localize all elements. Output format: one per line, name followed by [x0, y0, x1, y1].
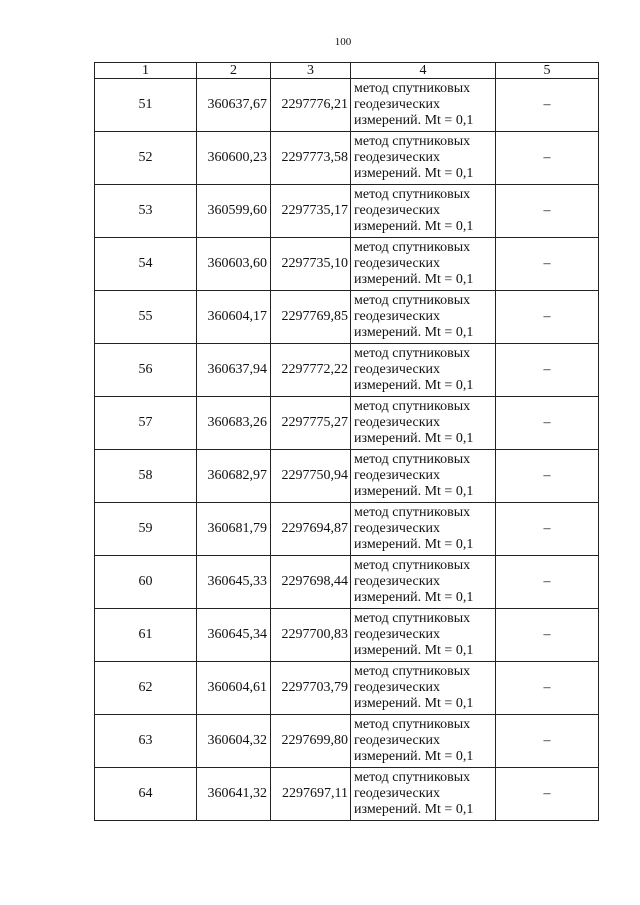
table-row: [95, 79, 599, 132]
point-number-cell: 56: [95, 344, 197, 397]
method-text-line: геодезических: [354, 97, 441, 112]
x-coordinate-cell: 360682,97: [197, 450, 271, 503]
y-coordinate-cell: 2297750,94: [271, 450, 351, 503]
method-text-line: геодезических: [354, 786, 441, 801]
method-text-line: измерений. Mt = 0,1: [354, 325, 474, 340]
note-cell: –: [496, 450, 599, 503]
point-number-cell: 51: [95, 79, 197, 132]
table-row: [95, 291, 599, 344]
method-text-line: геодезических: [354, 256, 441, 271]
method-text-line: геодезических: [354, 150, 441, 165]
y-coordinate-cell: 2297697,11: [271, 768, 351, 821]
x-coordinate-cell: 360641,32: [197, 768, 271, 821]
point-number-cell: 58: [95, 450, 197, 503]
column-header: 4: [351, 63, 496, 79]
table-row: [95, 344, 599, 397]
x-coordinate-cell: 360604,17: [197, 291, 271, 344]
method-text-line: метод спутниковых: [354, 717, 471, 732]
method-cell: [351, 609, 496, 662]
method-text-line: метод спутниковых: [354, 346, 471, 361]
table-row: [95, 185, 599, 238]
method-text-line: геодезических: [354, 733, 441, 748]
method-text-line: геодезических: [354, 415, 441, 430]
y-coordinate-cell: 2297699,80: [271, 715, 351, 768]
table-row: [95, 662, 599, 715]
y-coordinate-cell: 2297735,17: [271, 185, 351, 238]
method-text-line: измерений. Mt = 0,1: [354, 166, 474, 181]
method-text-line: измерений. Mt = 0,1: [354, 749, 474, 764]
point-number-cell: 62: [95, 662, 197, 715]
x-coordinate-cell: 360645,33: [197, 556, 271, 609]
method-cell: [351, 450, 496, 503]
method-text-line: измерений. Mt = 0,1: [354, 802, 474, 817]
method-cell: [351, 715, 496, 768]
table-row: [95, 609, 599, 662]
method-text-line: метод спутниковых: [354, 770, 471, 785]
note-cell: –: [496, 397, 599, 450]
note-cell: –: [496, 609, 599, 662]
x-coordinate-cell: 360637,67: [197, 79, 271, 132]
method-text-line: измерений. Mt = 0,1: [354, 378, 474, 393]
note-cell: –: [496, 132, 599, 185]
point-number-cell: 59: [95, 503, 197, 556]
point-number-cell: 53: [95, 185, 197, 238]
note-cell: –: [496, 344, 599, 397]
method-cell: [351, 185, 496, 238]
table-row: [95, 397, 599, 450]
method-text-line: геодезических: [354, 362, 441, 377]
y-coordinate-cell: 2297776,21: [271, 79, 351, 132]
coordinates-table: [94, 62, 599, 821]
table-row: [95, 768, 599, 821]
method-text-line: геодезических: [354, 574, 441, 589]
method-text-line: геодезических: [354, 680, 441, 695]
point-number-cell: 64: [95, 768, 197, 821]
point-number-cell: 57: [95, 397, 197, 450]
note-cell: –: [496, 662, 599, 715]
column-header: 5: [496, 63, 599, 79]
method-text-line: измерений. Mt = 0,1: [354, 696, 474, 711]
method-text-line: метод спутниковых: [354, 134, 471, 149]
point-number-cell: 63: [95, 715, 197, 768]
note-cell: –: [496, 238, 599, 291]
note-cell: –: [496, 768, 599, 821]
x-coordinate-cell: 360603,60: [197, 238, 271, 291]
method-cell: [351, 291, 496, 344]
method-text-line: геодезических: [354, 309, 441, 324]
table-header-row: [95, 63, 599, 79]
x-coordinate-cell: 360604,32: [197, 715, 271, 768]
method-cell: [351, 397, 496, 450]
table-row: [95, 503, 599, 556]
y-coordinate-cell: 2297700,83: [271, 609, 351, 662]
method-cell: [351, 556, 496, 609]
y-coordinate-cell: 2297769,85: [271, 291, 351, 344]
note-cell: –: [496, 503, 599, 556]
x-coordinate-cell: 360637,94: [197, 344, 271, 397]
note-cell: –: [496, 715, 599, 768]
table-row: [95, 450, 599, 503]
method-text-line: геодезических: [354, 468, 441, 483]
note-cell: –: [496, 79, 599, 132]
x-coordinate-cell: 360604,61: [197, 662, 271, 715]
y-coordinate-cell: 2297694,87: [271, 503, 351, 556]
method-text-line: измерений. Mt = 0,1: [354, 643, 474, 658]
table-row: [95, 132, 599, 185]
method-text-line: измерений. Mt = 0,1: [354, 484, 474, 499]
point-number-cell: 60: [95, 556, 197, 609]
y-coordinate-cell: 2297703,79: [271, 662, 351, 715]
note-cell: –: [496, 556, 599, 609]
table-row: [95, 715, 599, 768]
method-text-line: метод спутниковых: [354, 187, 471, 202]
y-coordinate-cell: 2297773,58: [271, 132, 351, 185]
x-coordinate-cell: 360681,79: [197, 503, 271, 556]
method-cell: [351, 238, 496, 291]
method-text-line: измерений. Mt = 0,1: [354, 113, 474, 128]
method-cell: [351, 662, 496, 715]
x-coordinate-cell: 360600,23: [197, 132, 271, 185]
method-text-line: геодезических: [354, 627, 441, 642]
table-body: [95, 79, 599, 821]
method-text-line: метод спутниковых: [354, 399, 471, 414]
table-row: [95, 238, 599, 291]
method-text-line: геодезических: [354, 521, 441, 536]
method-text-line: метод спутниковых: [354, 505, 471, 520]
note-cell: –: [496, 185, 599, 238]
method-cell: [351, 132, 496, 185]
column-header: 3: [271, 63, 351, 79]
method-text-line: метод спутниковых: [354, 611, 471, 626]
column-header: 2: [197, 63, 271, 79]
y-coordinate-cell: 2297772,22: [271, 344, 351, 397]
point-number-cell: 52: [95, 132, 197, 185]
x-coordinate-cell: 360599,60: [197, 185, 271, 238]
page-number: 100: [334, 36, 352, 48]
method-text-line: метод спутниковых: [354, 558, 471, 573]
method-cell: [351, 79, 496, 132]
method-cell: [351, 503, 496, 556]
point-number-cell: 54: [95, 238, 197, 291]
method-text-line: измерений. Mt = 0,1: [354, 431, 474, 446]
x-coordinate-cell: 360645,34: [197, 609, 271, 662]
method-text-line: геодезических: [354, 203, 441, 218]
method-text-line: метод спутниковых: [354, 293, 471, 308]
method-cell: [351, 344, 496, 397]
x-coordinate-cell: 360683,26: [197, 397, 271, 450]
y-coordinate-cell: 2297735,10: [271, 238, 351, 291]
method-text-line: метод спутниковых: [354, 81, 471, 96]
point-number-cell: 55: [95, 291, 197, 344]
y-coordinate-cell: 2297775,27: [271, 397, 351, 450]
method-text-line: измерений. Mt = 0,1: [354, 219, 474, 234]
column-header: 1: [95, 63, 197, 79]
table-row: [95, 556, 599, 609]
note-cell: –: [496, 291, 599, 344]
method-text-line: метод спутниковых: [354, 452, 471, 467]
method-cell: [351, 768, 496, 821]
method-text-line: измерений. Mt = 0,1: [354, 272, 474, 287]
y-coordinate-cell: 2297698,44: [271, 556, 351, 609]
method-text-line: измерений. Mt = 0,1: [354, 590, 474, 605]
method-text-line: метод спутниковых: [354, 664, 471, 679]
method-text-line: измерений. Mt = 0,1: [354, 537, 474, 552]
point-number-cell: 61: [95, 609, 197, 662]
method-text-line: метод спутниковых: [354, 240, 471, 255]
